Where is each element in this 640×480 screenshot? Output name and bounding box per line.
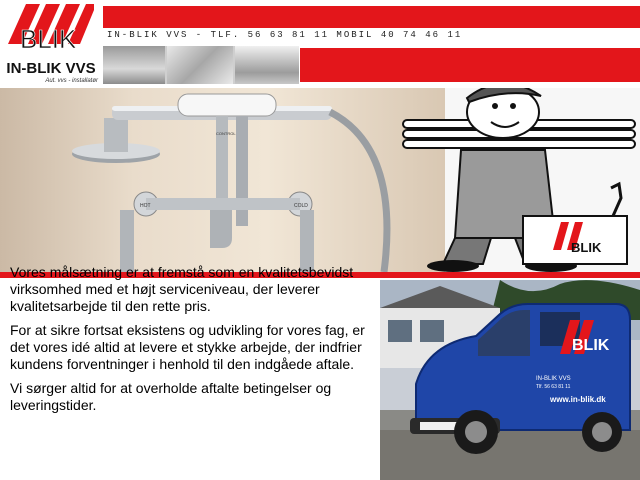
idea-paragraph: For at sikre fortsat eksistens og udvikling for vores fag, er det vores idé altid at levere et stykke arbejde, der indfrier kundens forventninger i henhold til den indgåede aftale. — [10, 322, 365, 372]
van-door-phone: Tlf. 56 63 81 11 — [536, 384, 571, 390]
toolbox-logo: BLIK — [571, 240, 602, 255]
thumbnail-pipe-fitting — [235, 46, 299, 84]
cold-tap-label: COLD — [294, 203, 308, 209]
header-red-band — [300, 48, 640, 82]
control-tap-label: CONTROL — [216, 131, 236, 136]
van-panel-logo: BLIK — [572, 337, 610, 354]
thumbnail-roof-gutter — [103, 46, 165, 84]
van-illustration — [380, 280, 640, 480]
mission-paragraph: Vores målsætning er at fremstå som en kvalitetsbevidst virksomhed med et højt serviceniveau, der leverer kvalitetsarbejde til den rette pris. — [10, 264, 354, 314]
terms-paragraph: Vi sørger altid for at overholde aftalte betingelser og leveringstider. — [10, 380, 332, 413]
hero-banner — [0, 88, 640, 272]
plumber-cartoon — [395, 88, 640, 272]
company-van-photo — [380, 280, 640, 480]
van-door-brand: IN-BLIK VVS — [536, 376, 571, 382]
plumber-character-illustration — [395, 88, 640, 272]
blik-logo-mark — [6, 4, 94, 62]
header-red-stripe — [103, 6, 640, 28]
thumbnail-pipes — [167, 46, 233, 84]
hot-tap-label: HOT — [140, 203, 151, 209]
header-thumbnails — [103, 46, 299, 84]
company-subtitle: Aut. vvs - installatør — [45, 78, 98, 84]
van-website: www.in-blik.dk — [550, 395, 606, 404]
company-description — [10, 264, 378, 480]
bath-mixer-photo — [0, 88, 445, 272]
logo-text: BLIK — [20, 24, 77, 54]
shower-faucet-illustration — [0, 88, 445, 272]
contact-bar — [103, 28, 640, 44]
company-name: IN-BLIK VVS — [6, 60, 96, 77]
company-logo[interactable] — [0, 0, 100, 88]
contact-info: IN-BLIK VVS - TLF. 56 63 81 11 MOBIL 40 74 46 11 — [107, 30, 463, 40]
